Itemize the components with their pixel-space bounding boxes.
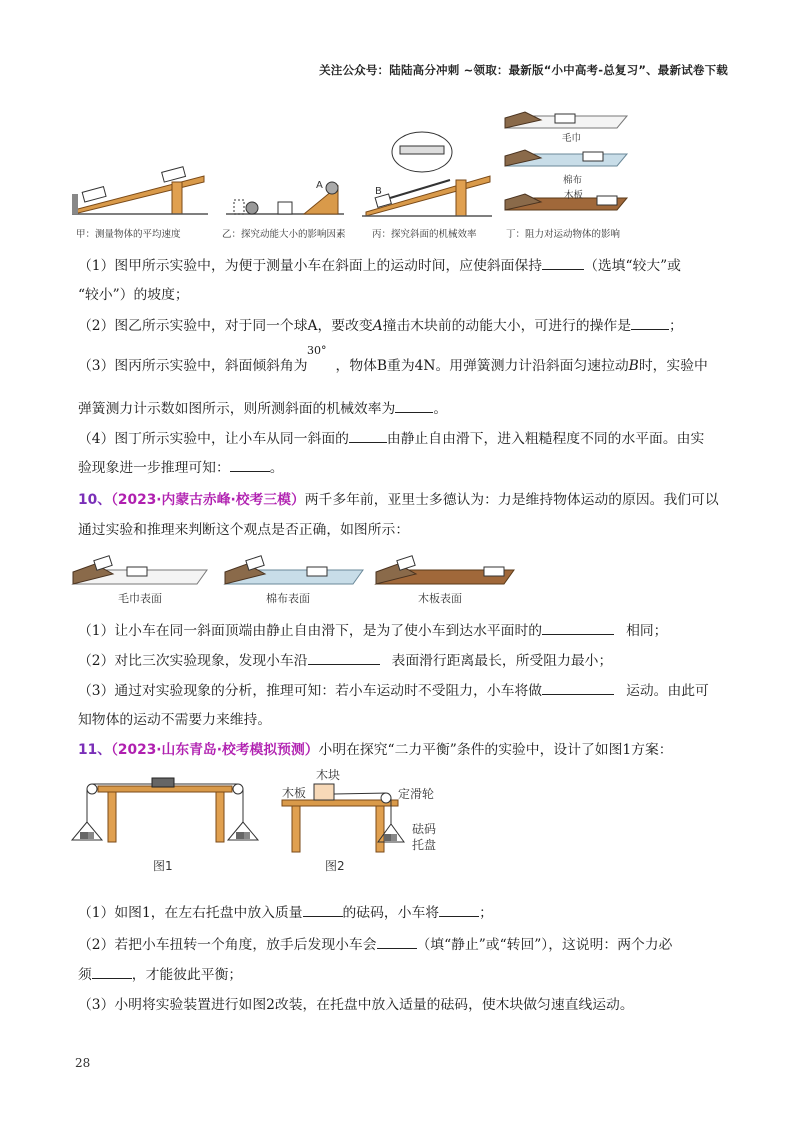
label-weights: 砝码: [412, 822, 437, 836]
q10-text: 表面滑行距离最长，所受阻力最小；: [391, 653, 613, 669]
q10-a4: [78, 710, 271, 730]
answer-blank[interactable]: [631, 315, 669, 330]
angle-superscript: 30°: [307, 344, 327, 357]
label-wood-block: 木块: [316, 768, 341, 782]
caption-yi: 乙：探究动能大小的影响因素: [222, 229, 346, 240]
q11-text: （2）若把小车扭转一个角度，放手后发现小车会: [78, 937, 377, 953]
q10-text: 两千多年前，亚里士多德认为：力是维持物体运动的原因。我们可以: [304, 492, 719, 508]
answer-blank[interactable]: [395, 398, 433, 413]
question-source: （2023·内蒙古赤峰·校考三模）: [111, 492, 305, 508]
figure-q10-towel: [73, 552, 209, 586]
q11-text: （填“静止”或“转回”），这说明：两个力必: [416, 937, 673, 953]
q9-text: （2）图乙所示实验中，对于同一个球A，要改变: [78, 318, 373, 334]
answer-blank[interactable]: [542, 255, 584, 270]
q11-text: （1）如图1，在左右托盘中放入质量: [78, 905, 303, 921]
q9-text: （3）图丙所示实验中，斜面倾斜角为: [78, 358, 308, 374]
q10-a1: [78, 620, 667, 641]
answer-blank[interactable]: [308, 650, 380, 665]
q11-a2: [78, 934, 672, 955]
q11-a1: [78, 902, 493, 923]
q11-line1: [78, 740, 673, 760]
answer-blank[interactable]: [230, 457, 270, 472]
q11-a4: [78, 995, 634, 1015]
q9-line5: [78, 398, 447, 419]
q9-line1: [78, 255, 681, 276]
answer-blank[interactable]: [542, 680, 614, 695]
q9-text: “较小”）的坡度；: [78, 287, 189, 303]
figure-jia-incline: [72, 158, 212, 218]
label-block-b: B: [375, 186, 382, 197]
caption-ding: 丁：阻力对运动物体的影响: [506, 229, 621, 240]
figure-q10-cotton: [225, 552, 365, 586]
q9-text: 撞击木块前的动能大小，可进行的操作是: [382, 318, 631, 334]
label-board: 木板: [282, 786, 307, 800]
q9-line7: [78, 457, 284, 478]
q9-text: （4）图丁所示实验中，让小车从同一斜面的: [78, 431, 349, 447]
q9-text: 弹簧测力计示数如图所示，则所测斜面的机械效率为: [78, 401, 396, 417]
answer-blank[interactable]: [303, 902, 343, 917]
label-maojin: 毛巾: [562, 133, 582, 144]
page-number: 28: [75, 1056, 91, 1070]
q9-text: ，物体B重为4N。用弹簧测力计沿斜面匀速拉动: [335, 358, 629, 374]
fig1-label: 图1: [153, 859, 173, 873]
q10-text: 相同；: [626, 623, 668, 639]
caption-wood: 木板表面: [418, 592, 462, 605]
q9-text: 时，实验中: [638, 358, 708, 374]
q9-text: （1）图甲所示实验中，为便于测量小车在斜面上的运动时间，应使斜面保持: [78, 258, 543, 274]
q9-line6: [78, 428, 704, 449]
figure-yi-ball-ramp: [226, 180, 346, 220]
figure-q10-wood: [376, 552, 516, 586]
q10-a3: [78, 680, 709, 701]
q10-text: （1）让小车在同一斜面顶端由静止自由滑下，是为了使小车到达水平面时的: [78, 623, 543, 639]
label-mianbu: 棉布: [563, 175, 583, 186]
fig2-label: 图2: [325, 859, 345, 873]
q11-text: 须: [78, 967, 92, 983]
caption-jia: 甲：测量物体的平均速度: [76, 229, 181, 240]
q11-text: （3）小明将实验装置进行如图2改装，在托盘中放入适量的砝码，使木块做匀速直线运动。: [78, 997, 634, 1013]
label-tray: 托盘: [412, 838, 437, 852]
page-header: 关注公众号：陆陆高分冲刺 ~领取：最新版“小中高考-总复习”、最新试卷下载: [319, 63, 728, 77]
q10-a2: [78, 650, 612, 671]
q10-text: 知物体的运动不需要力来维持。: [78, 712, 272, 728]
q10-line2: [78, 520, 409, 540]
question-number: 11、: [78, 742, 111, 758]
answer-blank[interactable]: [377, 934, 417, 949]
q11-text: 的砝码，小车将: [342, 905, 440, 921]
question-source: （2023·山东青岛·校考模拟预测）: [111, 742, 319, 758]
q9-text: 。: [269, 460, 284, 476]
q9-text: 。: [433, 401, 448, 417]
q11-text: 小明在探究“二力平衡”条件的实验中，设计了如图1方案：: [318, 742, 673, 758]
question-number: 10、: [78, 492, 111, 508]
q11-text: ，才能彼此平衡；: [131, 967, 243, 983]
q9-text: （选填“较大”或: [584, 258, 681, 274]
figure-ding-three-surfaces: [505, 110, 630, 222]
answer-blank[interactable]: [349, 428, 387, 443]
symbol-b: B: [628, 358, 639, 374]
q10-line1: [78, 490, 719, 510]
q9-line3: [78, 315, 683, 336]
symbol-a: A: [372, 318, 383, 334]
q10-text: （2）对比三次实验现象，发现小车沿: [78, 653, 308, 669]
answer-blank[interactable]: [92, 964, 132, 979]
caption-towel: 毛巾表面: [118, 592, 162, 605]
caption-cotton: 棉布表面: [266, 592, 310, 605]
figure-q11-fig1-table: [70, 772, 260, 852]
q10-text: 运动。由此可: [626, 683, 709, 699]
q9-line4: [78, 356, 708, 376]
label-ball-a: A: [316, 180, 323, 191]
q10-text: 通过实验和推理来判断这个观点是否正确，如图所示：: [78, 522, 410, 538]
answer-blank[interactable]: [542, 620, 614, 635]
q9-text: 验现象进一步推理可知：: [78, 460, 230, 476]
figure-bing-incline-spring: [362, 130, 492, 220]
label-muban: 木板: [564, 190, 584, 201]
q9-text: ；: [669, 318, 683, 334]
label-pulley: 定滑轮: [398, 787, 435, 801]
answer-blank[interactable]: [439, 902, 479, 917]
q9-line2: [78, 285, 189, 305]
q11-a3: [78, 964, 242, 985]
q10-text: （3）通过对实验现象的分析，推理可知：若小车运动时不受阻力，小车将做: [78, 683, 543, 699]
caption-bing: 丙：探究斜面的机械效率: [372, 229, 477, 240]
q11-text: ；: [479, 905, 493, 921]
q9-text: 由静止自由滑下，进入粗糙程度不同的水平面。由实: [386, 431, 705, 447]
